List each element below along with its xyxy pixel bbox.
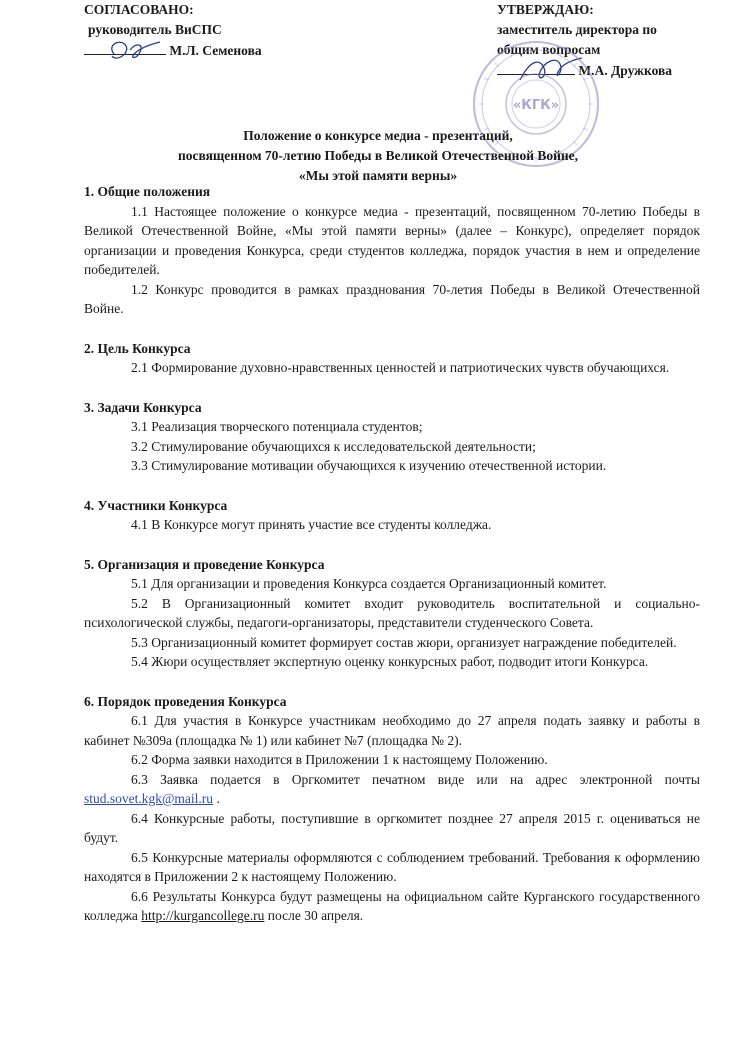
paragraph-3-2: 3.2 Стимулирование обучающихся к исследовательской деятельности;: [131, 438, 536, 454]
approval-block-approved: [497, 0, 747, 81]
approval-approved-position-line2: общим вопросам: [497, 42, 601, 57]
paragraph-6-6: [84, 887, 700, 926]
spacer: [84, 535, 700, 555]
paragraph-1-1: 1.1 Настоящее положение о конкурсе медиа - презентаций, посвященном 70-летию Победы в Великой Отечественной Войне, «Мы этой памяти верны» (далее – Конкурс), определяет порядок организации и проведения Конкурса, среди студентов колледжа, порядок участия в нем и определение победителей.: [84, 203, 700, 277]
paragraph-5-4: 5.4 Жюри осуществляет экспертную оценку конкурсных работ, подводит итоги Конкурса.: [131, 654, 649, 669]
signature-line: [84, 40, 166, 55]
signature-line: [497, 60, 575, 75]
paragraph-6-3-end: .: [216, 791, 220, 806]
spacer: [84, 476, 700, 496]
approval-agreed-position: руководитель ВиСПС: [88, 22, 222, 37]
title-line-2: посвященном 70-летию Победы в Великой Отечественной Войне,: [177, 148, 579, 163]
section-6-heading: 6. Порядок проведения Конкурса: [84, 693, 287, 709]
document-title: [60, 126, 696, 186]
section-4-heading: 4. Участники Конкурса: [84, 497, 228, 513]
paragraph-1-2: 1.2 Конкурс проводится в рамках празднования 70-летия Победы в Великой Отечественной Войне.: [84, 281, 700, 316]
paragraph-3-3: 3.3 Стимулирование мотивации обучающихся к изучению отечественной истории.: [131, 458, 607, 473]
spacer: [84, 378, 700, 398]
section-3-heading: 3. Задачи Конкурса: [84, 399, 202, 415]
paragraph-6-3-text: 6.3 Заявка подается в Оргкомитет печатном виде или на адрес электронной почты: [131, 771, 700, 787]
paragraph-5-2: 5.2 В Организационный комитет входит руководитель воспитательной и социально-психологической службы, педагоги-организаторы, представители студенческого Совета.: [84, 595, 700, 630]
spacer: [84, 672, 700, 692]
document-body: [84, 182, 700, 926]
approval-approved-name: М.А. Дружкова: [578, 63, 673, 78]
paragraph-3-1: 3.1 Реализация творческого потенциала студентов;: [131, 419, 423, 434]
approval-approved-position-line1: заместитель директора по: [497, 22, 657, 37]
approval-agreed-name: М.Л. Семенова: [169, 43, 262, 58]
approval-block-agreed: [84, 0, 344, 61]
section-2-heading: 2. Цель Конкурса: [84, 340, 191, 356]
paragraph-2-1: 2.1 Формирование духовно-нравственных ценностей и патриотических чувств обучающихся.: [131, 360, 670, 375]
section-1-heading: 1. Общие положения: [84, 184, 211, 199]
paragraph-6-1: 6.1 Для участия в Конкурсе участникам необходимо до 27 апреля подать заявку и работы в кабинет №309а (площадка № 1) или кабинет №7 (площадка № 2).: [84, 713, 700, 748]
email-link[interactable]: stud.sovet.kgk@mail.ru: [84, 791, 214, 806]
paragraph-6-6-text: 6.6 Результаты Конкурса будут размещены на официальном сайте Курганского государственного колледжа: [84, 888, 700, 923]
paragraph-5-3: 5.3 Организационный комитет формирует состав жюри, организует награждение победителей.: [131, 634, 677, 650]
website-link[interactable]: http://kurgancollege.ru: [141, 908, 265, 923]
paragraph-6-4: 6.4 Конкурсные работы, поступившие в оргкомитет позднее 27 апреля 2015 г. оцениваться не будут.: [84, 810, 700, 845]
approval-approved-signature-row: [497, 60, 747, 81]
paragraph-6-2: 6.2 Форма заявки находится в Приложении 1 к настоящему Положению.: [131, 752, 548, 767]
paragraph-6-5: 6.5 Конкурсные материалы оформляются с соблюдением требований. Требования к оформлению находятся в Приложении 2 к настоящему Положению.: [84, 849, 700, 884]
approval-approved-heading: УТВЕРЖДАЮ:: [497, 2, 594, 17]
title-line-3: «Мы этой памяти верны»: [298, 168, 458, 183]
approval-agreed-heading: СОГЛАСОВАНО:: [84, 2, 194, 17]
title-line-1: Положение о конкурсе медиа - презентаций,: [243, 128, 513, 143]
approval-agreed-signature-row: [84, 40, 344, 61]
stamp-center-text: «КГК»: [512, 98, 560, 113]
spacer: [84, 319, 700, 339]
paragraph-6-3: [84, 770, 700, 809]
section-5-heading: 5. Организация и проведение Конкурса: [84, 556, 325, 572]
paragraph-6-6-end: после 30 апреля.: [267, 908, 364, 923]
paragraph-4-1: 4.1 В Конкурсе могут принять участие все студенты колледжа.: [131, 517, 492, 532]
paragraph-5-1: 5.1 Для организации и проведения Конкурса создается Организационный комитет.: [131, 576, 607, 591]
